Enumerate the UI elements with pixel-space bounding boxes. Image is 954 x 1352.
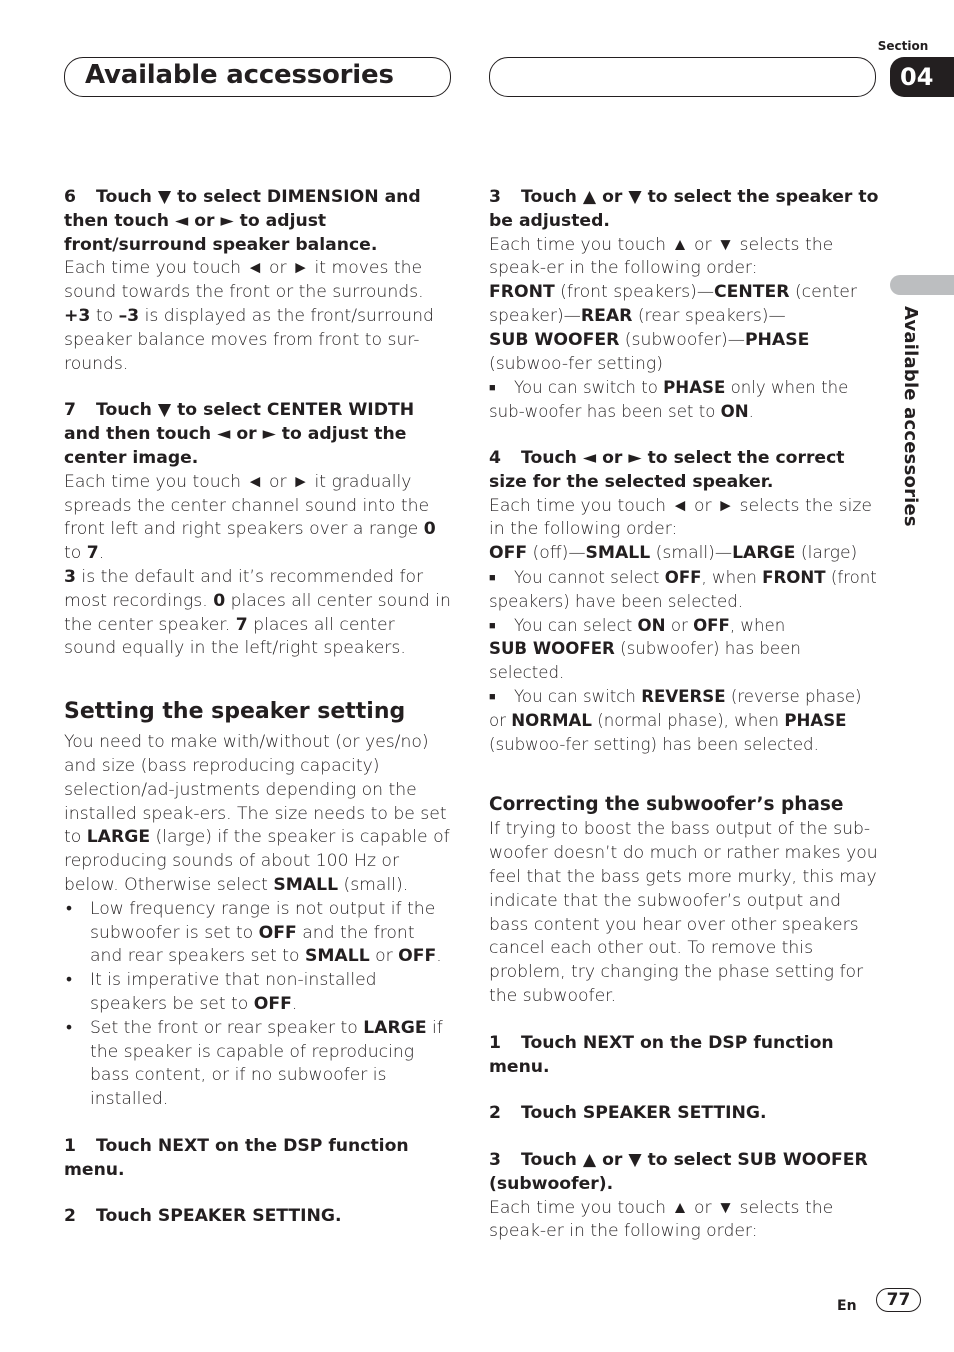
step-3-body: Each time you touch ▲ or ▼ selects the speak-er in the following order: [489,1197,834,1242]
right-column [489,186,879,1244]
page-number: 77 [876,1288,921,1312]
bullet-item: • Low frequency range is not output if the subwoofer is set to OFF and the front and rear speakers set to SMALL or OFF. [64,898,452,969]
side-tab-marker [890,275,954,295]
note-item: ■ You cannot select OFF, when FRONT (front speakers) have been selected. [489,567,877,611]
section-number-badge: 04 [890,57,954,97]
step-4-body: Each time you touch ◄ or ► selects the size in the following order: [489,495,872,540]
step-7: 7 Touch ▼ to select CENTER WIDTH and then touch ◄ or ► to adjust the center image. [64,400,415,468]
square-bullet-icon: ■ [489,570,496,584]
left-column [64,186,452,1229]
section-label: Section [877,39,929,53]
bullet-item: • Set the front or rear speaker to LARGE if the speaker is capable of reproducing bass content, or if no subwoofer is installed. [64,1017,452,1112]
subsection-heading: Correcting the subwoofer’s phase [489,794,844,816]
step-3-body: Each time you touch ▲ or ▼ selects the speak-er in the following order: [489,234,834,279]
side-tab-label: Available accessories [900,306,921,527]
step-7-default: 3 is the default and it’s recommended for most recordings. 0 places all center sound in the center speaker. 7 places all center sound equally in the left/right speakers. [64,566,451,659]
step-4: 4 Touch ◄ or ► to select the correct size for the selected speaker. [489,447,845,492]
language-label: En [837,1298,857,1314]
step-3: 3 Touch ▲ or ▼ to select the speaker to be adjusted. [489,187,879,231]
header-blank-banner [489,57,876,97]
note-item: ■ You can select ON or OFF, when SUB WOOFER (subwoofer) has been selected. [489,615,801,683]
step-2: 2 Touch SPEAKER SETTING. [64,1206,342,1227]
size-order: OFF (off)—SMALL (small)—LARGE (large) [489,543,858,564]
intro-paragraph: You need to make with/without (or yes/no) and size (bass reproducing capacity) selection/ad-justments depending on the installed speak-ers. The size needs to be set to LARGE (large) if the speaker is capable of reproducing sounds of about 100 Hz or below. Otherwise select SMALL (small). [64,732,450,895]
step-6-range: +3 to –3 is displayed as the front/surround speaker balance moves from front to sur-rounds. [64,305,434,374]
bullet-item: • It is imperative that non-installed speakers be set to OFF. [64,969,452,1017]
step-6-body: Each time you touch ◄ or ► it moves the sound towards the front or the surrounds. [64,258,424,303]
step-1: 1 Touch NEXT on the DSP function menu. [489,1032,834,1077]
step-1: 1 Touch NEXT on the DSP function menu. [64,1135,409,1180]
square-bullet-icon: ■ [489,618,496,632]
square-bullet-icon: ■ [489,689,496,703]
note-item: ■ You can switch to PHASE only when the sub-woofer has been set to ON. [489,378,849,422]
step-6: 6 Touch ▼ to select DIMENSION and then touch ◄ or ► to adjust front/surround speaker balance. [64,187,421,255]
page-title: Available accessories [85,60,394,90]
step-2: 2 Touch SPEAKER SETTING. [489,1103,767,1124]
speaker-order: FRONT (front speakers)—CENTER (center speaker)—REAR (rear speakers)— SUB WOOFER (subwoofer)—PHASE (subwoo-fer setting) [489,282,857,374]
section-heading: Setting the speaker setting [64,699,406,725]
phase-paragraph: If trying to boost the bass output of the sub-woofer doesn’t do much or rather makes you feel that the bass gets more murky, this may indicate that the subwoofer’s output and bass content you hear over other speakers cancel each other out. To remove this problem, try changing the phase setting for the subwoofer. [489,819,878,1006]
note-item: ■ You can switch REVERSE (reverse phase) or NORMAL (normal phase), when PHASE (subwoo-fer setting) has been selected. [489,686,862,754]
square-bullet-icon: ■ [489,381,496,395]
step-7-body: Each time you touch ◄ or ► it gradually spreads the center channel sound into the front left and right speakers over a range 0 to 7. [64,471,436,564]
step-3: 3 Touch ▲ or ▼ to select SUB WOOFER (subwoofer). [489,1150,868,1194]
title-banner [64,57,451,97]
